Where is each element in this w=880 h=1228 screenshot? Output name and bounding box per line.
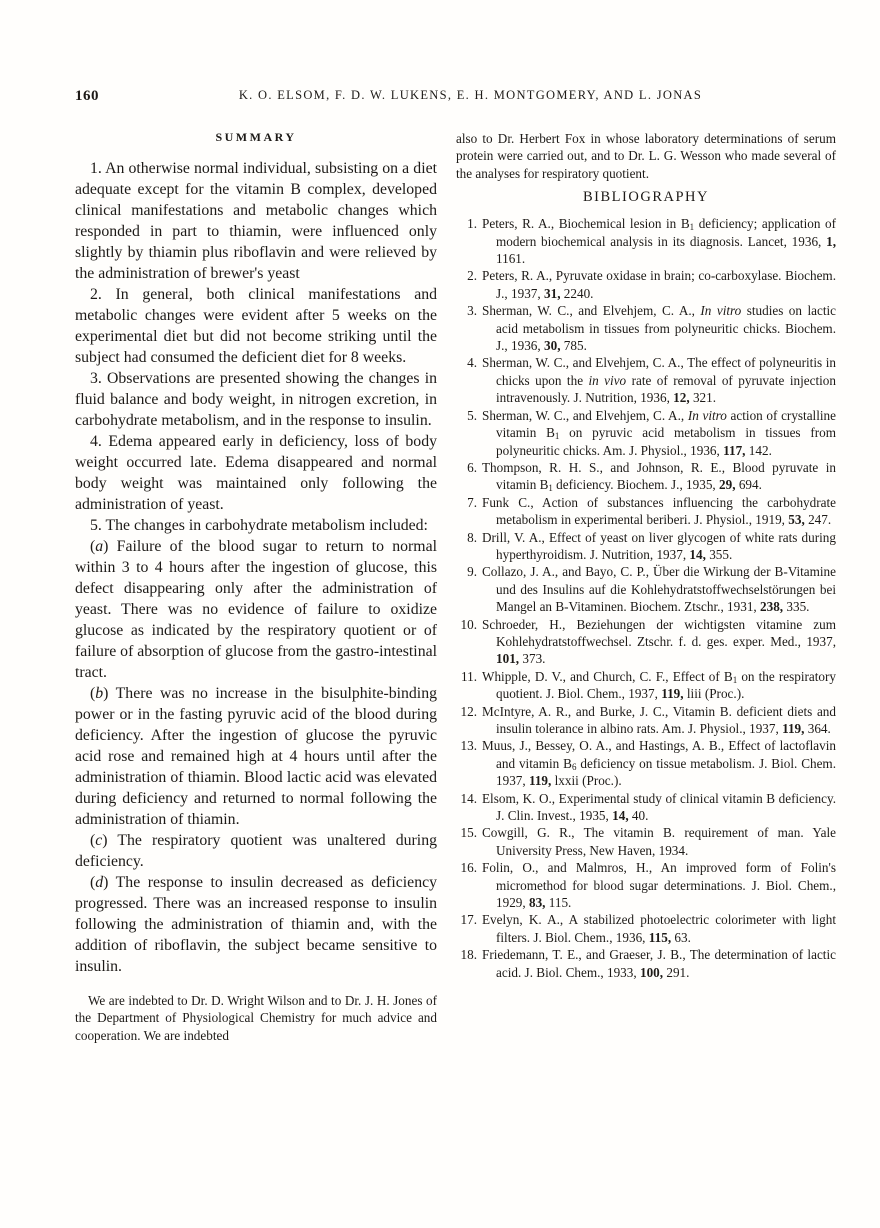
reference-number: 2. — [467, 268, 477, 284]
reference-item: 17. Evelyn, K. A., A stabilized photoelectric colorimeter with light filters. J. Biol. Chem., 1936, 115, 63. — [456, 911, 836, 946]
reference-number: 16. — [460, 860, 477, 876]
summary-paragraph: 2. In general, both clinical manifestations and metabolic changes were evident after 5 weeks on the experimental diet but did not become striking until the subject had consumed the deficient diet for 8 weeks. — [75, 286, 437, 366]
reference-number: 12. — [460, 703, 477, 719]
left-column — [75, 130, 437, 1044]
reference-number: 3. — [467, 303, 477, 319]
reference-item: 12. McIntyre, A. R., and Burke, J. C., Vitamin B. deficient diets and insulin tolerance in albino rats. Am. J. Physiol., 1937, 119, 364. — [456, 703, 836, 738]
reference-item: 14. Elsom, K. O., Experimental study of clinical vitamin B deficiency. J. Clin. Invest., 1935, 14, 40. — [456, 790, 836, 825]
running-head: K. O. ELSOM, F. D. W. LUKENS, E. H. MONTGOMERY, AND L. JONAS — [238, 88, 703, 102]
reference-number: 10. — [460, 616, 477, 632]
reference-number: 7. — [467, 494, 477, 510]
reference-number: 4. — [467, 355, 477, 371]
reference-item: 16. Folin, O., and Malmros, H., An improved form of Folin's micromethod for blood sugar determinations. J. Biol. Chem., 1929, 83, 115. — [456, 859, 836, 911]
reference-item: 10. Schroeder, H., Beziehungen der wichtigsten vitamine zum Kohlehydratstoffwechsel. Ztschr. f. d. ges. exper. Med., 1937, 101, 373. — [456, 616, 836, 668]
reference-item: 3. Sherman, W. C., and Elvehjem, C. A., In vitro studies on lactic acid metabolism in tissues from polyneuritic chicks. Biochem. J., 1936, 30, 785. — [456, 302, 836, 354]
reference-item: 9. Collazo, J. A., and Bayo, C. P., Über die Wirkung der B-Vitamine und des Insulins auf die Kohlehydratstoffwechselstörungen bei Mangel an B-Vitaminen. Biochem. Ztschr., 1931, 238, 335. — [456, 563, 836, 615]
summary-paragraph: 1. An otherwise normal individual, subsisting on a diet adequate except for the vitamin B complex, developed clinical manifestations and metabolic changes which responded in part to thiamin, were influenced only slightly by thiamin plus riboflavin and were relieved by the administration of brewer's yeast — [75, 160, 437, 282]
reference-item: 8. Drill, V. A., Effect of yeast on liver glycogen of white rats during hyperthyroidism. J. Nutrition, 1937, 14, 355. — [456, 529, 836, 564]
summary-heading: SUMMARY — [215, 130, 297, 144]
page-header — [75, 88, 836, 108]
reference-number: 18. — [460, 947, 477, 963]
two-column-layout — [75, 130, 836, 1044]
acknowledgment-paragraph: We are indebted to Dr. D. Wright Wilson and to Dr. J. H. Jones of the Department of Physiological Chemistry for much advice and cooperation. We are indebted — [75, 993, 437, 1043]
summary-paragraph: (a) Failure of the blood sugar to return to normal within 3 to 4 hours after the ingestion of glucose, this defect disappearing only after the administration of yeast. There was no evidence of failure to oxidize glucose as indicated by the respiratory quotient or of failure of absorption of glucose from the gastro-intestinal tract. — [75, 538, 437, 681]
reference-item: 5. Sherman, W. C., and Elvehjem, C. A., In vitro action of crystalline vitamin $B_1$ on pyruvic acid metabolism in tissues from polyneuritic chicks. Am. J. Physiol., 1936, 117, 142. — [456, 407, 836, 459]
reference-number: 13. — [460, 738, 477, 754]
reference-number: 1. — [467, 216, 477, 232]
reference-item: 11. Whipple, D. V., and Church, C. F., Effect of $B_1$ on the respiratory quotient. J. Biol. Chem., 1937, 119, liii (Proc.). — [456, 668, 836, 703]
summary-paragraph: 5. The changes in carbohydrate metabolism included: — [90, 517, 428, 534]
reference-item: 18. Friedemann, T. E., and Graeser, J. B., The determination of lactic acid. J. Biol. Chem., 1933, 100, 291. — [456, 946, 836, 981]
reference-number: 6. — [467, 459, 477, 475]
reference-number: 14. — [460, 790, 477, 806]
reference-item: 13. Muus, J., Bessey, O. A., and Hastings, A. B., Effect of lactoflavin and vitamin $B_6$ deficiency on tissue metabolism. J. Biol. Chem. 1937, 119, lxxii (Proc.). — [456, 737, 836, 789]
reference-number: 15. — [460, 825, 477, 841]
reference-item: 15. Cowgill, G. R., The vitamin B. requirement of man. Yale University Press, New Haven, 1934. — [456, 824, 836, 859]
summary-paragraph: (d) The response to insulin decreased as deficiency progressed. There was an increased response to insulin following the administration of thiamin and, with the addition of riboflavin, the subject became sensitive to insulin. — [75, 874, 437, 975]
reference-item: 6. Thompson, R. H. S., and Johnson, R. E., Blood pyruvate in vitamin $B_1$ deficiency. Biochem. J., 1935, 29, 694. — [456, 459, 836, 494]
summary-paragraph: 4. Edema appeared early in deficiency, loss of body weight occurred late. Edema disappeared and normal body weight was maintained only following the administration of yeast. — [75, 433, 437, 513]
acknowledgment-continued: also to Dr. Herbert Fox in whose laboratory determinations of serum protein were carried out, and to Dr. L. G. Wesson who made several of the analyses for respiratory quotient. — [456, 131, 836, 181]
bibliography-heading: BIBLIOGRAPHY — [583, 189, 709, 206]
summary-paragraphs — [75, 158, 437, 977]
reference-number: 11. — [461, 668, 477, 684]
reference-number: 8. — [467, 529, 477, 545]
reference-number: 9. — [467, 564, 477, 580]
summary-paragraph: (c) The respiratory quotient was unaltered during deficiency. — [75, 832, 437, 870]
reference-number: 17. — [460, 912, 477, 928]
page-number: 160 — [75, 88, 99, 104]
reference-item: 7. Funk C., Action of substances influencing the carbohydrate metabolism in experimental beriberi. J. Physiol., 1919, 53, 247. — [456, 494, 836, 529]
right-column — [456, 130, 836, 1044]
reference-list — [456, 215, 836, 981]
reference-item: 1. Peters, R. A., Biochemical lesion in $B_1$ deficiency; application of modern biochemical analysis in its diagnosis. Lancet, 1936, 1, 1161. — [456, 215, 836, 267]
reference-item: 4. Sherman, W. C., and Elvehjem, C. A., The effect of polyneuritis in chicks upon the in vivo rate of removal of pyruvate injection intravenously. J. Nutrition, 1936, 12, 321. — [456, 354, 836, 406]
summary-paragraph: 3. Observations are presented showing the changes in fluid balance and body weight, in nitrogen excretion, in carbohydrate metabolism, and in the response to insulin. — [75, 370, 437, 429]
reference-item: 2. Peters, R. A., Pyruvate oxidase in brain; co-carboxylase. Biochem. J., 1937, 31, 2240. — [456, 267, 836, 302]
reference-number: 5. — [467, 407, 477, 423]
summary-paragraph: (b) There was no increase in the bisulphite-binding power or in the fasting pyruvic acid of the blood during deficiency. After the ingestion of glucose the pyruvic acid rose and remained high at 4 hours until after the administration of thiamin. Blood lactic acid was elevated during deficiency and returned to normal following the administration of thiamin. — [75, 685, 437, 828]
